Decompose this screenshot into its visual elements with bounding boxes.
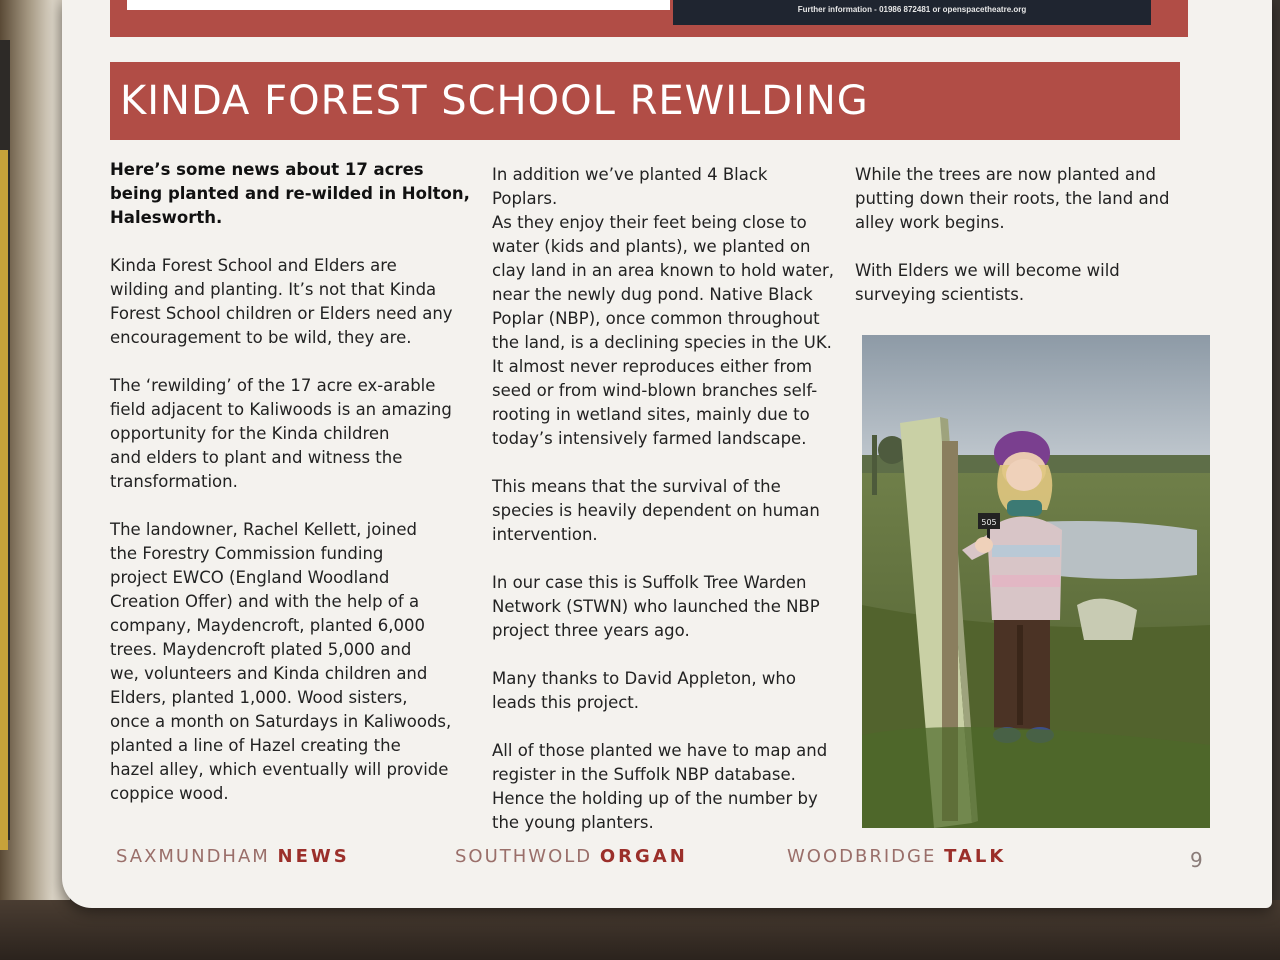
article-column-3 (855, 163, 1175, 331)
paragraph: In our case this is Suffolk Tree Warden Network (STWN) who launched the NBP project three years ago. (492, 573, 820, 640)
footer-pub-name-bold: TALK (944, 846, 1007, 867)
magazine-page (62, 0, 1272, 908)
paragraph: While the trees are now planted and putting down their roots, the land and alley work begins. (855, 165, 1170, 232)
article-headline: KINDA FOREST SCHOOL REWILDING (110, 62, 1180, 140)
paragraph: All of those planted we have to map and register in the Suffolk NBP database. Hence the holding up of the number by the young planters. (492, 741, 828, 832)
footer-publication-woodbridge (787, 846, 1006, 867)
magazine-left-edge (0, 0, 70, 960)
page-number: 9 (1190, 848, 1203, 872)
previous-article-box (110, 0, 1188, 37)
paragraph: In addition we’ve planted 4 Black Poplars. As they enjoy their feet being close to water (kids and plants), we planted on clay land in an area known to hold water, near the newly dug pond. Native Black Poplar (NBP), once common throughout the land, is a declining species in the UK. It almost never reproduces either from seed or from wind-blown branches self- rooting in wetland sites, mainly due to today’s intensively farmed landscape. (492, 165, 835, 448)
previous-article-panel (127, 0, 670, 10)
article-column-2 (492, 163, 837, 859)
paragraph: The ‘rewilding’ of the 17 acre ex-arable field adjacent to Kaliwoods is an amazing opportunity for the Kinda children and elders to plant and witness the transformation. (110, 376, 452, 491)
footer-publication-southwold (455, 846, 688, 867)
paragraph: The landowner, Rachel Kellett, joined the Forestry Commission funding project EWCO (England Woodland Creation Offer) and with the help of a company, Maydencroft, planted 6,000 trees. Maydencroft plated 5,000 and we, volunteers and Kinda children and Elders, planted 1,000. Wood sisters, once a month on Saturdays in Kaliwoods, planted a line of Hazel creating the hazel alley, which eventually will provide coppice wood. (110, 520, 452, 803)
paragraph: Many thanks to David Appleton, who leads this project. (492, 669, 796, 712)
article-column-1 (110, 158, 470, 830)
footer-pub-name: SAXMUNDHAM (116, 846, 278, 867)
article-intro: Here’s some news about 17 acres being planted and re-wilded in Holton, Halesworth. (110, 160, 470, 227)
footer-pub-name-bold: ORGAN (599, 846, 688, 867)
footer-publication-saxmundham (116, 846, 350, 867)
paragraph: Kinda Forest School and Elders are wilding and planting. It’s not that Kinda Forest School children or Elders need any encouragement to be wild, they are. (110, 256, 453, 347)
child-with-tree-photo (862, 335, 1210, 828)
footer-pub-name-bold: NEWS (277, 846, 350, 867)
previous-article-info: Further information - 01986 872481 or openspacetheatre.org (673, 0, 1151, 25)
footer-pub-name: WOODBRIDGE (787, 846, 945, 867)
left-page-color-strip (0, 150, 8, 850)
paragraph: With Elders we will become wild surveying scientists. (855, 261, 1120, 304)
table-surface (0, 900, 1280, 960)
footer-pub-name: SOUTHWOLD (455, 846, 600, 867)
tag-label: 505 (981, 518, 997, 527)
article-photo (862, 335, 1210, 828)
paragraph: This means that the survival of the species is heavily dependent on human intervention. (492, 477, 820, 544)
